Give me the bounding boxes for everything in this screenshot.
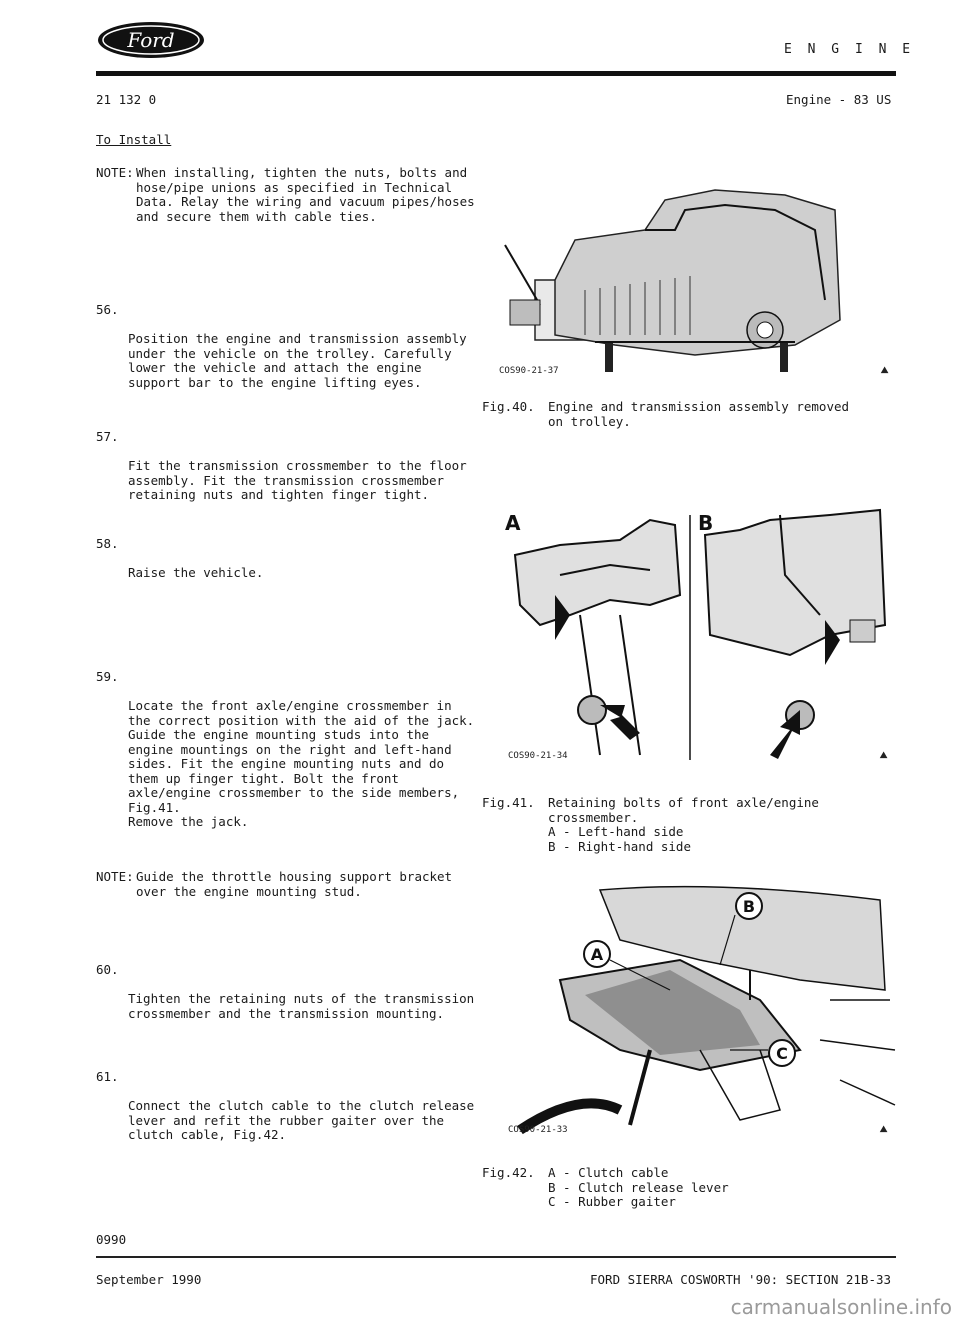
caption-line: crossmember. [548, 809, 639, 825]
callout-c: C [776, 1044, 788, 1063]
callout-b: B [742, 897, 756, 916]
north-arrow-icon: ⯅ [878, 1122, 890, 1138]
ford-logo-text: Ford [127, 28, 175, 52]
step-59 [96, 670, 481, 844]
step-text: Position the engine and transmission assembly under the vehicle on the trolley. Carefully lower the vehicle and attach the engine support bar to the engine lifting eyes. [128, 331, 467, 390]
footer-date: September 1990 [96, 1272, 202, 1287]
figure-40-engine-on-trolley [495, 170, 895, 385]
step-number: 61. [96, 1069, 119, 1084]
step-number: 59. [96, 669, 119, 684]
footer-code: 0990 [96, 1232, 127, 1247]
figure-ref: COS90-21-37 [499, 366, 559, 376]
step-text: Connect the clutch cable to the clutch release lever and refit the rubber gaiter over the clutch cable, Fig.42. [128, 1098, 475, 1142]
note-text: When installing, tighten the nuts, bolts and hose/pipe unions as specified in Technical Data. Relay the wiring and vacuum pipes/hoses and secure them with cable ties. [136, 165, 475, 224]
panel-label-b: B [698, 511, 714, 535]
step-text: Raise the vehicle. [128, 565, 264, 580]
caption-line: B - Right-hand side [548, 838, 691, 854]
step-number: 56. [96, 302, 119, 317]
panel-label-a: A [505, 511, 521, 535]
figure-41-crossmember-bolts [500, 505, 900, 770]
figure-label: Fig.40. [482, 399, 535, 414]
note-throttle [96, 870, 486, 899]
note-text: Guide the throttle housing support bracket over the engine mounting stud. [136, 869, 453, 899]
step-text: Locate the front axle/engine crossmember in the correct position with the aid of the jack. Guide the engine mounting studs into the engine mountings on the right and left-hand sides. Fit the engine mounting nuts and do them up finger tight. Bolt the front axle/engine crossmember to the side members, Fig.41. Remove the jack. [128, 698, 475, 829]
note-label: NOTE: [96, 165, 134, 180]
note-install [96, 166, 486, 224]
figure-label: Fig.42. [482, 1165, 535, 1180]
figure-ref: COS90-21-33 [508, 1125, 568, 1135]
caption-line: Retaining bolts of front axle/engine [548, 795, 819, 810]
caption-line: A - Clutch cable [548, 1165, 669, 1180]
caption-fig-41 [482, 796, 902, 854]
figure-ref: COS90-21-34 [508, 751, 568, 761]
install-heading: To Install [96, 132, 172, 147]
caption-line: on trolley. [548, 413, 631, 429]
caption-line: Engine and transmission assembly removed [548, 399, 850, 414]
step-57 [96, 430, 481, 517]
watermark: carmanualsonline.info [730, 1295, 952, 1319]
figure-42-clutch-cable [500, 870, 900, 1140]
callout-a: A [590, 945, 604, 964]
section-title: E N G I N E [784, 42, 915, 57]
step-61 [96, 1070, 481, 1157]
step-number: 60. [96, 962, 119, 977]
step-60 [96, 963, 481, 1036]
step-number: 57. [96, 429, 119, 444]
caption-line: A - Left-hand side [548, 824, 684, 839]
step-text: Fit the transmission crossmember to the floor assembly. Fit the transmission crossmember retaining nuts and tighten finger tight. [128, 458, 467, 502]
ford-logo [96, 20, 206, 63]
footer-manual-title: FORD SIERRA COSWORTH '90: SECTION 21B-33 [590, 1272, 892, 1287]
caption-fig-42 [482, 1166, 902, 1210]
note-label: NOTE: [96, 869, 134, 884]
footer-rule [96, 1256, 896, 1258]
caption-fig-40 [482, 400, 902, 429]
step-text: Tighten the retaining nuts of the transmission crossmember and the transmission mounting. [128, 991, 475, 1021]
doc-number: 21 132 0 [96, 92, 157, 107]
header-rule [96, 71, 896, 76]
engine-variant: Engine - 83 US [786, 92, 892, 107]
step-number: 58. [96, 536, 119, 551]
caption-line: B - Clutch release lever [548, 1179, 729, 1195]
north-arrow-icon: ⯅ [879, 363, 891, 379]
figure-label: Fig.41. [482, 795, 535, 810]
step-58 [96, 537, 481, 595]
caption-line: C - Rubber gaiter [548, 1194, 676, 1209]
step-56 [96, 303, 481, 405]
north-arrow-icon: ⯅ [878, 748, 890, 764]
